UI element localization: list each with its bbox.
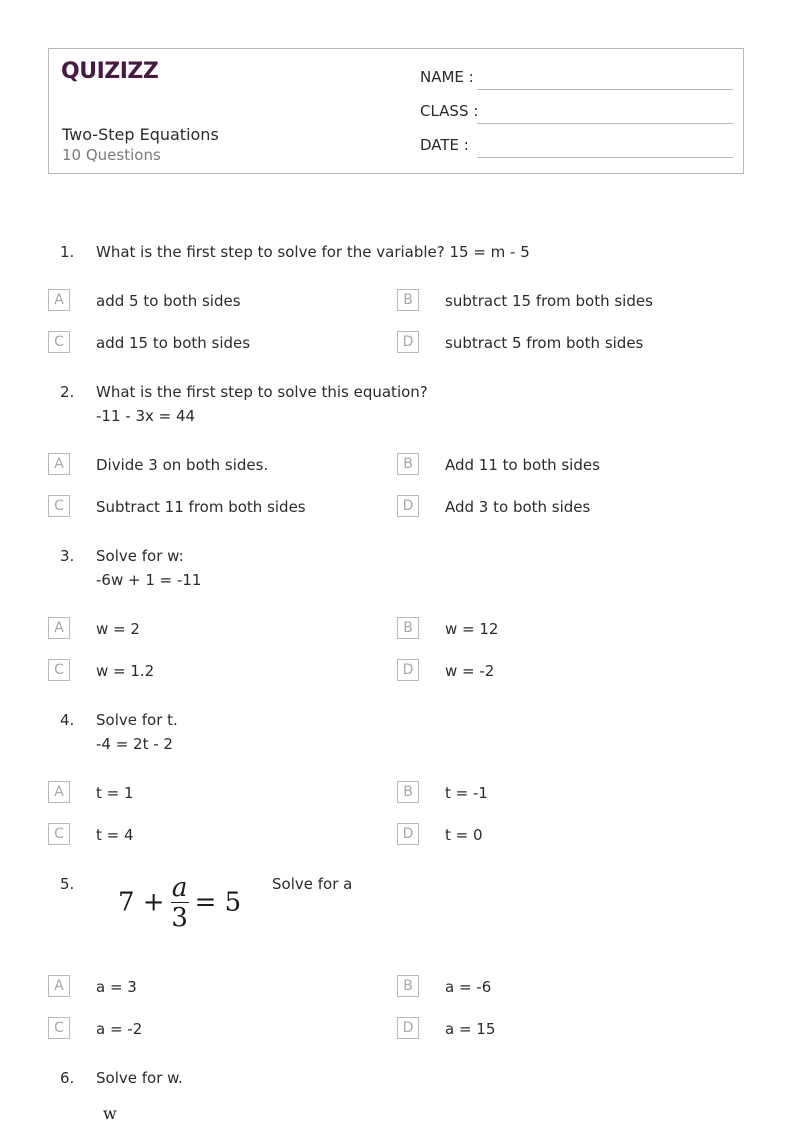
option-letter-d[interactable]: D: [397, 495, 419, 517]
option-letter-b[interactable]: B: [397, 781, 419, 803]
option-letter-a[interactable]: A: [48, 289, 70, 311]
option-text-c[interactable]: a = -2: [96, 1020, 143, 1038]
fraction-numerator: a: [171, 873, 188, 903]
option-text-a[interactable]: Divide 3 on both sides.: [96, 456, 269, 474]
option-letter-c[interactable]: C: [48, 659, 70, 681]
question-text: Solve for t.: [96, 711, 178, 729]
option-letter-c[interactable]: C: [48, 495, 70, 517]
option-text-a[interactable]: t = 1: [96, 784, 134, 802]
option-text-c[interactable]: Subtract 11 from both sides: [96, 498, 306, 516]
worksheet-header: [48, 48, 744, 174]
option-letter-c[interactable]: C: [48, 331, 70, 353]
equation-fraction: [171, 874, 189, 933]
option-text-c[interactable]: t = 4: [96, 826, 134, 844]
option-text-c[interactable]: add 15 to both sides: [96, 334, 251, 352]
fraction-denominator: 3: [171, 903, 188, 933]
question-number: 1.: [60, 243, 75, 261]
question-text: Solve for a: [272, 875, 353, 893]
option-letter-d[interactable]: D: [397, 1017, 419, 1039]
option-letter-c[interactable]: C: [48, 823, 70, 845]
option-letter-d[interactable]: D: [397, 331, 419, 353]
equation-left: 7 +: [118, 887, 165, 918]
option-text-c[interactable]: w = 1.2: [96, 662, 155, 680]
equation-image: [118, 874, 241, 933]
question-text: Solve for w:: [96, 547, 184, 565]
option-text-d[interactable]: w = -2: [445, 662, 495, 680]
question-count: 10 Questions: [62, 146, 161, 164]
option-text-d[interactable]: subtract 5 from both sides: [445, 334, 644, 352]
option-letter-b[interactable]: B: [397, 453, 419, 475]
question-text: What is the first step to solve this equation?: [96, 383, 428, 401]
option-text-d[interactable]: Add 3 to both sides: [445, 498, 591, 516]
option-letter-b[interactable]: B: [397, 617, 419, 639]
name-label: NAME :: [420, 68, 474, 86]
option-text-a[interactable]: add 5 to both sides: [96, 292, 241, 310]
question-text: What is the first step to solve for the variable? 15 = m - 5: [96, 243, 530, 261]
name-line[interactable]: [477, 89, 733, 90]
option-text-b[interactable]: a = -6: [445, 978, 492, 996]
question-equation: -6w + 1 = -11: [96, 571, 202, 589]
class-line[interactable]: [477, 123, 733, 124]
quizizz-logo: QUIZIZZ: [61, 59, 159, 84]
question-number: 6.: [60, 1069, 75, 1087]
option-text-b[interactable]: Add 11 to both sides: [445, 456, 600, 474]
date-line[interactable]: [477, 157, 733, 158]
question-number: 5.: [60, 875, 75, 893]
option-text-d[interactable]: a = 15: [445, 1020, 496, 1038]
option-text-d[interactable]: t = 0: [445, 826, 483, 844]
option-letter-d[interactable]: D: [397, 823, 419, 845]
question-number: 4.: [60, 711, 75, 729]
option-text-a[interactable]: a = 3: [96, 978, 137, 996]
option-text-b[interactable]: subtract 15 from both sides: [445, 292, 653, 310]
worksheet-title: Two-Step Equations: [62, 125, 219, 144]
equation-right: = 5: [194, 887, 242, 918]
option-letter-a[interactable]: A: [48, 781, 70, 803]
option-letter-a[interactable]: A: [48, 453, 70, 475]
option-letter-b[interactable]: B: [397, 975, 419, 997]
question-equation: -4 = 2t - 2: [96, 735, 173, 753]
option-text-b[interactable]: w = 12: [445, 620, 499, 638]
option-letter-d[interactable]: D: [397, 659, 419, 681]
question-number: 3.: [60, 547, 75, 565]
question-text: Solve for w.: [96, 1069, 183, 1087]
question-equation: -11 - 3x = 44: [96, 407, 196, 425]
date-label: DATE :: [420, 136, 469, 154]
option-letter-c[interactable]: C: [48, 1017, 70, 1039]
class-label: CLASS :: [420, 102, 479, 120]
option-letter-a[interactable]: A: [48, 617, 70, 639]
option-text-a[interactable]: w = 2: [96, 620, 140, 638]
option-letter-a[interactable]: A: [48, 975, 70, 997]
question-number: 2.: [60, 383, 75, 401]
option-letter-b[interactable]: B: [397, 289, 419, 311]
option-text-b[interactable]: t = -1: [445, 784, 488, 802]
equation-fragment: w: [103, 1104, 117, 1123]
